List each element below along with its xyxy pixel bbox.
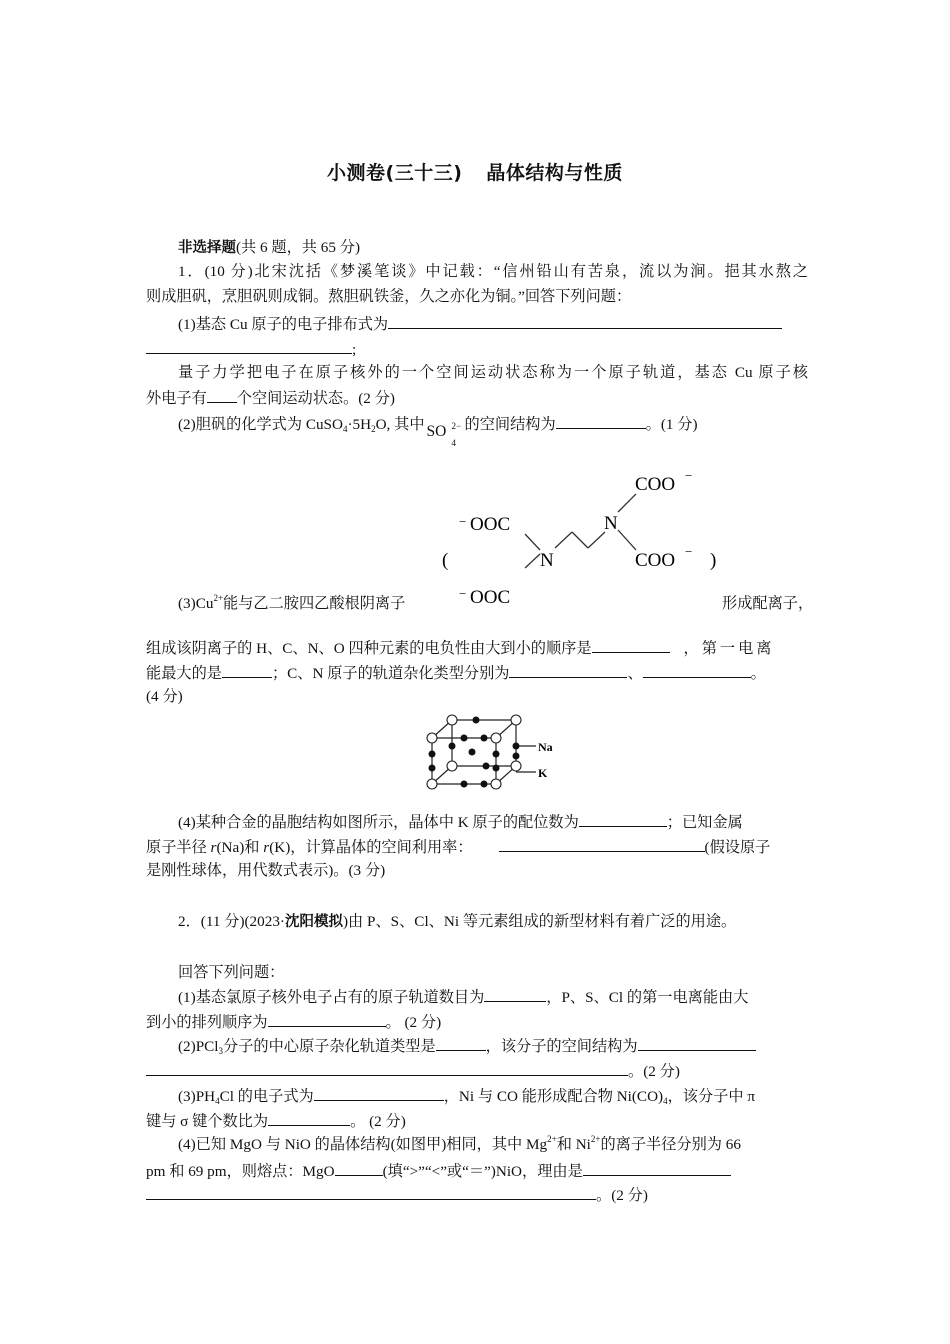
charge-label: − [459,586,467,601]
q2-part1-line-2: 到小的排列顺序为 。 (2 分) [146,1010,808,1034]
q1-part4-line-2: 原子半径 r(Na)和 r(K)，计算晶体的空间利用率： (假设原子 [146,835,808,859]
carboxylate-label: OOC [470,587,511,608]
q1-part1-line-1: (1)基态 Cu 原子的电子排布式为 [178,312,808,336]
nitrogen-label: N [604,513,618,534]
nitrogen-label: N [540,550,554,571]
q1-part2-line: (2)胆矾的化学式为 $CuSO_4\cdot 5H_2O$, 其中 SO 2− 4 的空间结构为 。(1 分) [178,412,808,437]
q1-part4-line-3: 是刚性球体，用代数式表示)。(3 分) [146,862,386,879]
q2-part2-line-2: 。(2 分) [146,1059,808,1083]
k-label: K [538,766,548,780]
q1-part1b-line-2: 外电子有 个空间运动状态。(2 分) [146,386,808,410]
q2-ask-line: 回答下列问题： [178,964,285,981]
answer-blank[interactable] [509,661,627,678]
answer-blank[interactable] [436,1034,486,1051]
q1-part3-line-2: 组成该阴离子的 H、C、N、O 四种元素的电负性由大到小的顺序是 ，第一电离 [146,636,808,660]
charge-label: − [685,468,693,483]
q1-part3-line-1: $(3)Cu^{2+}$能与乙二胺四乙酸根阴离子 [178,593,406,612]
answer-blank[interactable] [222,661,272,678]
answer-blank[interactable] [335,1159,383,1176]
carboxylate-label: COO [635,474,676,495]
title-part-2: 晶体结构与性质 [486,162,623,184]
edta-structure-diagram [430,462,730,612]
carboxylate-label: COO [635,550,676,571]
charge-label: − [685,544,693,559]
answer-blank[interactable] [268,1109,350,1126]
q1-part3-line-3: 能最大的是 ；C、N 原子的轨道杂化类型分别为 、 。 [146,661,808,685]
q2-part2-line-1: (2)PCl$_3$分子的中心原子杂化轨道类型是 ，该分子的空间结构为 [178,1034,808,1058]
answer-blank[interactable] [146,1183,596,1200]
carboxylate-label: OOC [470,514,511,535]
title-part-1: 小测卷(三十三) [327,162,463,184]
cell-edges [432,720,536,784]
crystal-cell-diagram [424,710,574,794]
q2-part1-line-1: (1)基态氯原子核外电子占有的原子轨道数目为 ，P、S、Cl 的第一电离能由大 [178,985,808,1009]
answer-blank[interactable] [499,835,705,852]
q1-part1-line-2: ; [146,337,808,361]
answer-blank[interactable] [592,636,670,653]
answer-blank[interactable] [484,985,546,1002]
q2-intro-line: 2．(11 分)(2023·沈阳模拟)由 P、S、Cl、Ni 等元素组成的新型材料有着广泛的用途。 [178,913,737,930]
sulfate-ion: SO 2− 4 [426,421,462,448]
q2-part4-line-1: (4)已知 MgO 与 NiO 的晶体结构(如图甲)相同，其中 $Mg^{2+}$和 $Ni^{2+}$的离子半径分别为 66 [178,1134,741,1153]
answer-blank[interactable] [388,312,782,329]
charge-label: − [459,514,467,529]
na-label: Na [538,740,553,754]
answer-blank[interactable] [207,386,237,403]
na-atoms [429,717,520,788]
page-title [0,158,950,185]
answer-blank[interactable] [579,810,667,827]
answer-blank[interactable] [146,1059,628,1076]
answer-blank[interactable] [583,1159,731,1176]
answer-blank[interactable] [314,1084,444,1101]
q2-part3-line-1: $(3)PH_4Cl$ 的电子式为 ，Ni 与 CO 能形成配合物 $Ni(CO)_4$，该分子中 π [178,1084,808,1108]
q1-part4-line-1: (4)某种合金的晶胞结构如图所示，晶体中 K 原子的配位数为 ；已知金属 [178,810,808,834]
answer-blank[interactable] [643,661,751,678]
answer-blank[interactable] [268,1010,386,1027]
answer-blank[interactable] [556,412,646,429]
q2-part4-line-2: pm 和 69 pm，则熔点：MgO (填“>”“<”或“＝”)NiO，理由是 [146,1159,808,1183]
answer-blank[interactable] [146,337,352,354]
q1-part3-line-4: (4 分) [146,688,183,705]
q2-part4-line-3: 。(2 分) [146,1183,808,1207]
q1-part3-line-1-end: 形成配离子， [722,595,814,612]
close-paren: ) [710,550,717,571]
q1-intro-line-2: 则成胆矾，烹胆矾则成铜。熬胆矾铁釜，久之亦化为铜。”回答下列问题： [146,288,632,305]
q1-part1b-line-1: 量子力学把电子在原子核外的一个空间运动状态称为一个原子轨道，基态 Cu 原子核 [178,364,808,381]
q1-intro-line-1: 1．(10 分)北宋沈括《梦溪笔谈》中记载：“信州铅山有苦泉，流以为涧。挹其水熬之 [178,263,808,280]
answer-blank[interactable] [638,1034,756,1051]
q2-part3-line-2: 键与 σ 键个数比为 。 (2 分) [146,1109,808,1133]
section-header: 非选择题(共 6 题，共 65 分) [178,239,361,256]
open-paren: ( [442,550,449,571]
